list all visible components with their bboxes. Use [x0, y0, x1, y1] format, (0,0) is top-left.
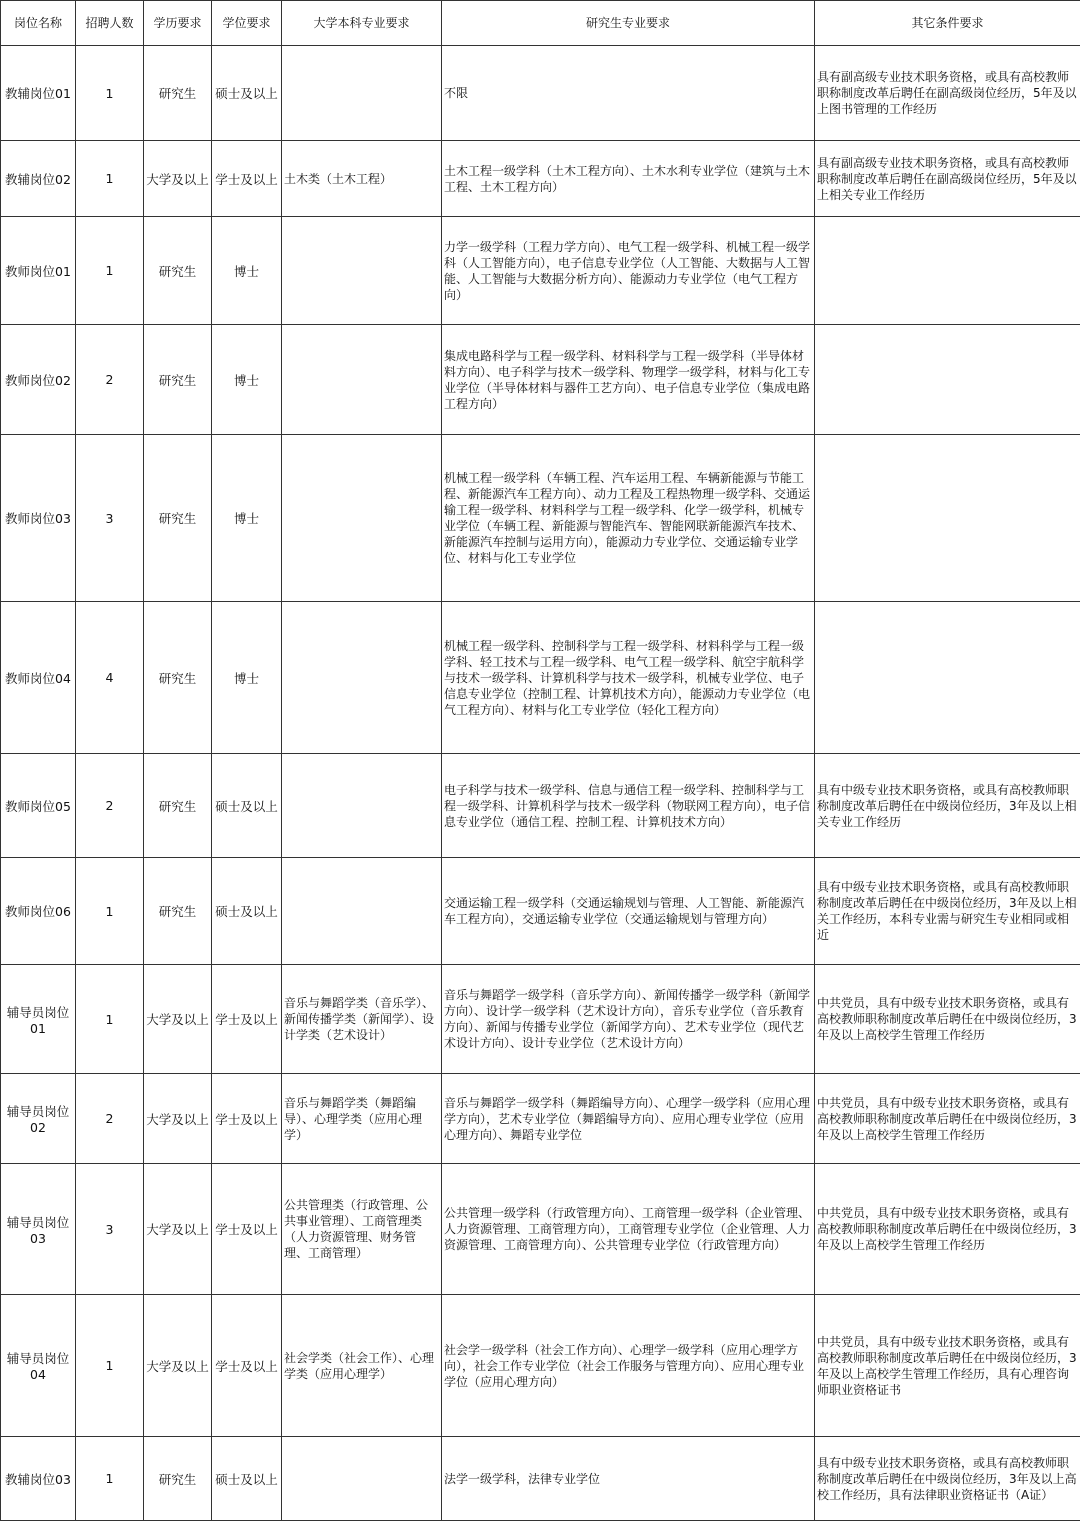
- table-row: [1, 1437, 1080, 1521]
- other-requirements-cell: [815, 217, 1080, 325]
- position-name-cell: 教辅岗位02: [1, 141, 76, 217]
- undergrad-major-cell: [282, 217, 442, 325]
- position-name-cell: 辅导员岗位01: [1, 965, 76, 1074]
- undergrad-major-cell: [282, 435, 442, 602]
- degree-cell: 博士: [212, 602, 282, 754]
- hiring-count-cell: 1: [76, 1437, 144, 1521]
- grad-major-cell: 土木工程一级学科（土木工程方向）、土木水利专业学位（建筑与土木工程、土木工程方向）: [442, 141, 815, 217]
- degree-cell: 博士: [212, 217, 282, 325]
- table-row: [1, 1074, 1080, 1164]
- table-row: [1, 602, 1080, 754]
- grad-major-cell: 力学一级学科（工程力学方向）、电气工程一级学科、机械工程一级学科（人工智能方向），电子信息专业学位（人工智能、大数据与人工智能、人工智能与大数据分析方向）、能源动力专业学位（电气工程方向）: [442, 217, 815, 325]
- education-cell: 大学及以上: [144, 141, 212, 217]
- position-name-cell: 教师岗位02: [1, 325, 76, 435]
- position-name-cell: 教辅岗位01: [1, 46, 76, 141]
- degree-cell: 硕士及以上: [212, 46, 282, 141]
- degree-cell: 学士及以上: [212, 1164, 282, 1295]
- degree-cell: 学士及以上: [212, 141, 282, 217]
- grad-major-cell: 法学一级学科，法律专业学位: [442, 1437, 815, 1521]
- undergrad-major-cell: 土木类（土木工程）: [282, 141, 442, 217]
- position-name-cell: 辅导员岗位03: [1, 1164, 76, 1295]
- table-row: [1, 1164, 1080, 1295]
- hiring-count-cell: 1: [76, 1295, 144, 1437]
- education-cell: 研究生: [144, 217, 212, 325]
- position-name-cell: 教师岗位03: [1, 435, 76, 602]
- header-undergrad-major: 大学本科专业要求: [282, 1, 442, 46]
- undergrad-major-cell: 公共管理类（行政管理、公共事业管理）、工商管理类（人力资源管理、财务管理、工商管理）: [282, 1164, 442, 1295]
- other-requirements-cell: 中共党员，具有中级专业技术职务资格，或具有高校教师职称制度改革后聘任在中级岗位经历，3年及以上高校学生管理工作经历: [815, 965, 1080, 1074]
- undergrad-major-cell: [282, 858, 442, 965]
- undergrad-major-cell: 音乐与舞蹈学类（音乐学）、新闻传播学类（新闻学）、设计学类（艺术设计）: [282, 965, 442, 1074]
- other-requirements-cell: [815, 602, 1080, 754]
- undergrad-major-cell: [282, 1437, 442, 1521]
- other-requirements-cell: 中共党员，具有中级专业技术职务资格，或具有高校教师职称制度改革后聘任在中级岗位经历，3年及以上高校学生管理工作经历，具有心理咨询师职业资格证书: [815, 1295, 1080, 1437]
- grad-major-cell: 不限: [442, 46, 815, 141]
- grad-major-cell: 电子科学与技术一级学科、信息与通信工程一级学科、控制科学与工程一级学科、计算机科学与技术一级学科（物联网工程方向），电子信息专业学位（通信工程、控制工程、计算机技术方向）: [442, 754, 815, 858]
- degree-cell: 博士: [212, 325, 282, 435]
- other-requirements-cell: 具有中级专业技术职务资格，或具有高校教师职称制度改革后聘任在中级岗位经历，3年及以上相关专业工作经历: [815, 754, 1080, 858]
- education-cell: 研究生: [144, 46, 212, 141]
- degree-cell: 学士及以上: [212, 1295, 282, 1437]
- header-hiring-count: 招聘人数: [76, 1, 144, 46]
- table-row: [1, 1295, 1080, 1437]
- header-position-name: 岗位名称: [1, 1, 76, 46]
- table-row: [1, 217, 1080, 325]
- table-row: [1, 325, 1080, 435]
- position-name-cell: 辅导员岗位04: [1, 1295, 76, 1437]
- grad-major-cell: 集成电路科学与工程一级学科、材料科学与工程一级学科（半导体材料方向）、电子科学与技术一级学科、物理学一级学科，材料与化工专业学位（半导体材料与器件工艺方向）、电子信息专业学位（集成电路工程方向）: [442, 325, 815, 435]
- table-row: [1, 965, 1080, 1074]
- degree-cell: 硕士及以上: [212, 858, 282, 965]
- hiring-count-cell: 4: [76, 602, 144, 754]
- hiring-count-cell: 2: [76, 325, 144, 435]
- undergrad-major-cell: [282, 46, 442, 141]
- header-other-requirements: 其它条件要求: [815, 1, 1080, 46]
- undergrad-major-cell: 音乐与舞蹈学类（舞蹈编导）、心理学类（应用心理学）: [282, 1074, 442, 1164]
- header-grad-major: 研究生专业要求: [442, 1, 815, 46]
- grad-major-cell: 音乐与舞蹈学一级学科（舞蹈编导方向）、心理学一级学科（应用心理学方向），艺术专业学位（舞蹈编导方向）、应用心理专业学位（应用心理方向）、舞蹈专业学位: [442, 1074, 815, 1164]
- grad-major-cell: 交通运输工程一级学科（交通运输规划与管理、人工智能、新能源汽车工程方向），交通运输专业学位（交通运输规划与管理方向）: [442, 858, 815, 965]
- table-row: [1, 858, 1080, 965]
- grad-major-cell: 音乐与舞蹈学一级学科（音乐学方向）、新闻传播学一级学科（新闻学方向）、设计学一级学科（艺术设计方向），音乐专业学位（音乐教育方向）、新闻与传播专业学位（新闻学方向）、艺术专业学位（现代艺术设计方向）、设计专业学位（艺术设计方向）: [442, 965, 815, 1074]
- table-row: [1, 435, 1080, 602]
- education-cell: 研究生: [144, 325, 212, 435]
- header-education: 学历要求: [144, 1, 212, 46]
- hiring-count-cell: 1: [76, 965, 144, 1074]
- other-requirements-cell: 中共党员，具有中级专业技术职务资格，或具有高校教师职称制度改革后聘任在中级岗位经历，3年及以上高校学生管理工作经历: [815, 1164, 1080, 1295]
- education-cell: 研究生: [144, 602, 212, 754]
- other-requirements-cell: 具有中级专业技术职务资格，或具有高校教师职称制度改革后聘任在中级岗位经历，3年及以上高校工作经历，具有法律职业资格证书（A证）: [815, 1437, 1080, 1521]
- education-cell: 大学及以上: [144, 1074, 212, 1164]
- hiring-count-cell: 1: [76, 141, 144, 217]
- position-name-cell: 教辅岗位03: [1, 1437, 76, 1521]
- education-cell: 研究生: [144, 1437, 212, 1521]
- table-row: [1, 141, 1080, 217]
- hiring-count-cell: 3: [76, 1164, 144, 1295]
- header-degree: 学位要求: [212, 1, 282, 46]
- undergrad-major-cell: [282, 602, 442, 754]
- hiring-count-cell: 2: [76, 1074, 144, 1164]
- other-requirements-cell: 具有副高级专业技术职务资格，或具有高校教师职称制度改革后聘任在副高级岗位经历，5年及以上图书管理的工作经历: [815, 46, 1080, 141]
- position-name-cell: 辅导员岗位02: [1, 1074, 76, 1164]
- undergrad-major-cell: 社会学类（社会工作）、心理学类（应用心理学）: [282, 1295, 442, 1437]
- header-row: [1, 1, 1080, 46]
- grad-major-cell: 公共管理一级学科（行政管理方向）、工商管理一级学科（企业管理、人力资源管理、工商管理方向），工商管理专业学位（企业管理、人力资源管理、工商管理方向）、公共管理专业学位（行政管理方向）: [442, 1164, 815, 1295]
- table-row: [1, 46, 1080, 141]
- other-requirements-cell: [815, 325, 1080, 435]
- degree-cell: 硕士及以上: [212, 754, 282, 858]
- education-cell: 研究生: [144, 435, 212, 602]
- grad-major-cell: 机械工程一级学科（车辆工程、汽车运用工程、车辆新能源与节能工程、新能源汽车工程方向）、动力工程及工程热物理一级学科、交通运输工程一级学科、材料科学与工程一级学科、化学一级学科，机械专业学位（车辆工程、新能源与智能汽车、智能网联新能源汽车技术、新能源汽车控制与运用方向），能源动力专业学位、交通运输专业学位、材料与化工专业学位: [442, 435, 815, 602]
- undergrad-major-cell: [282, 325, 442, 435]
- undergrad-major-cell: [282, 754, 442, 858]
- education-cell: 大学及以上: [144, 1164, 212, 1295]
- other-requirements-cell: [815, 435, 1080, 602]
- hiring-count-cell: 1: [76, 46, 144, 141]
- position-name-cell: 教师岗位04: [1, 602, 76, 754]
- other-requirements-cell: 中共党员，具有中级专业技术职务资格，或具有高校教师职称制度改革后聘任在中级岗位经历，3年及以上高校学生管理工作经历: [815, 1074, 1080, 1164]
- education-cell: 研究生: [144, 858, 212, 965]
- other-requirements-cell: 具有中级专业技术职务资格，或具有高校教师职称制度改革后聘任在中级岗位经历，3年及以上相关工作经历，本科专业需与研究生专业相同或相近: [815, 858, 1080, 965]
- education-cell: 大学及以上: [144, 1295, 212, 1437]
- position-name-cell: 教师岗位01: [1, 217, 76, 325]
- grad-major-cell: 机械工程一级学科、控制科学与工程一级学科、材料科学与工程一级学科、轻工技术与工程一级学科、电气工程一级学科、航空宇航科学与技术一级学科、计算机科学与技术一级学科，机械专业学位、电子信息专业学位（控制工程、计算机技术方向），能源动力专业学位（电气工程方向）、材料与化工专业学位（轻化工程方向）: [442, 602, 815, 754]
- other-requirements-cell: 具有副高级专业技术职务资格，或具有高校教师职称制度改革后聘任在副高级岗位经历，5年及以上相关专业工作经历: [815, 141, 1080, 217]
- position-name-cell: 教师岗位05: [1, 754, 76, 858]
- degree-cell: 学士及以上: [212, 965, 282, 1074]
- education-cell: 大学及以上: [144, 965, 212, 1074]
- position-name-cell: 教师岗位06: [1, 858, 76, 965]
- hiring-count-cell: 1: [76, 858, 144, 965]
- degree-cell: 学士及以上: [212, 1074, 282, 1164]
- grad-major-cell: 社会学一级学科（社会工作方向）、心理学一级学科（应用心理学方向），社会工作专业学位（社会工作服务与管理方向）、应用心理专业学位（应用心理方向）: [442, 1295, 815, 1437]
- hiring-count-cell: 3: [76, 435, 144, 602]
- degree-cell: 博士: [212, 435, 282, 602]
- education-cell: 研究生: [144, 754, 212, 858]
- table-body: [1, 46, 1080, 1521]
- table-row: [1, 754, 1080, 858]
- degree-cell: 硕士及以上: [212, 1437, 282, 1521]
- hiring-count-cell: 2: [76, 754, 144, 858]
- hiring-count-cell: 1: [76, 217, 144, 325]
